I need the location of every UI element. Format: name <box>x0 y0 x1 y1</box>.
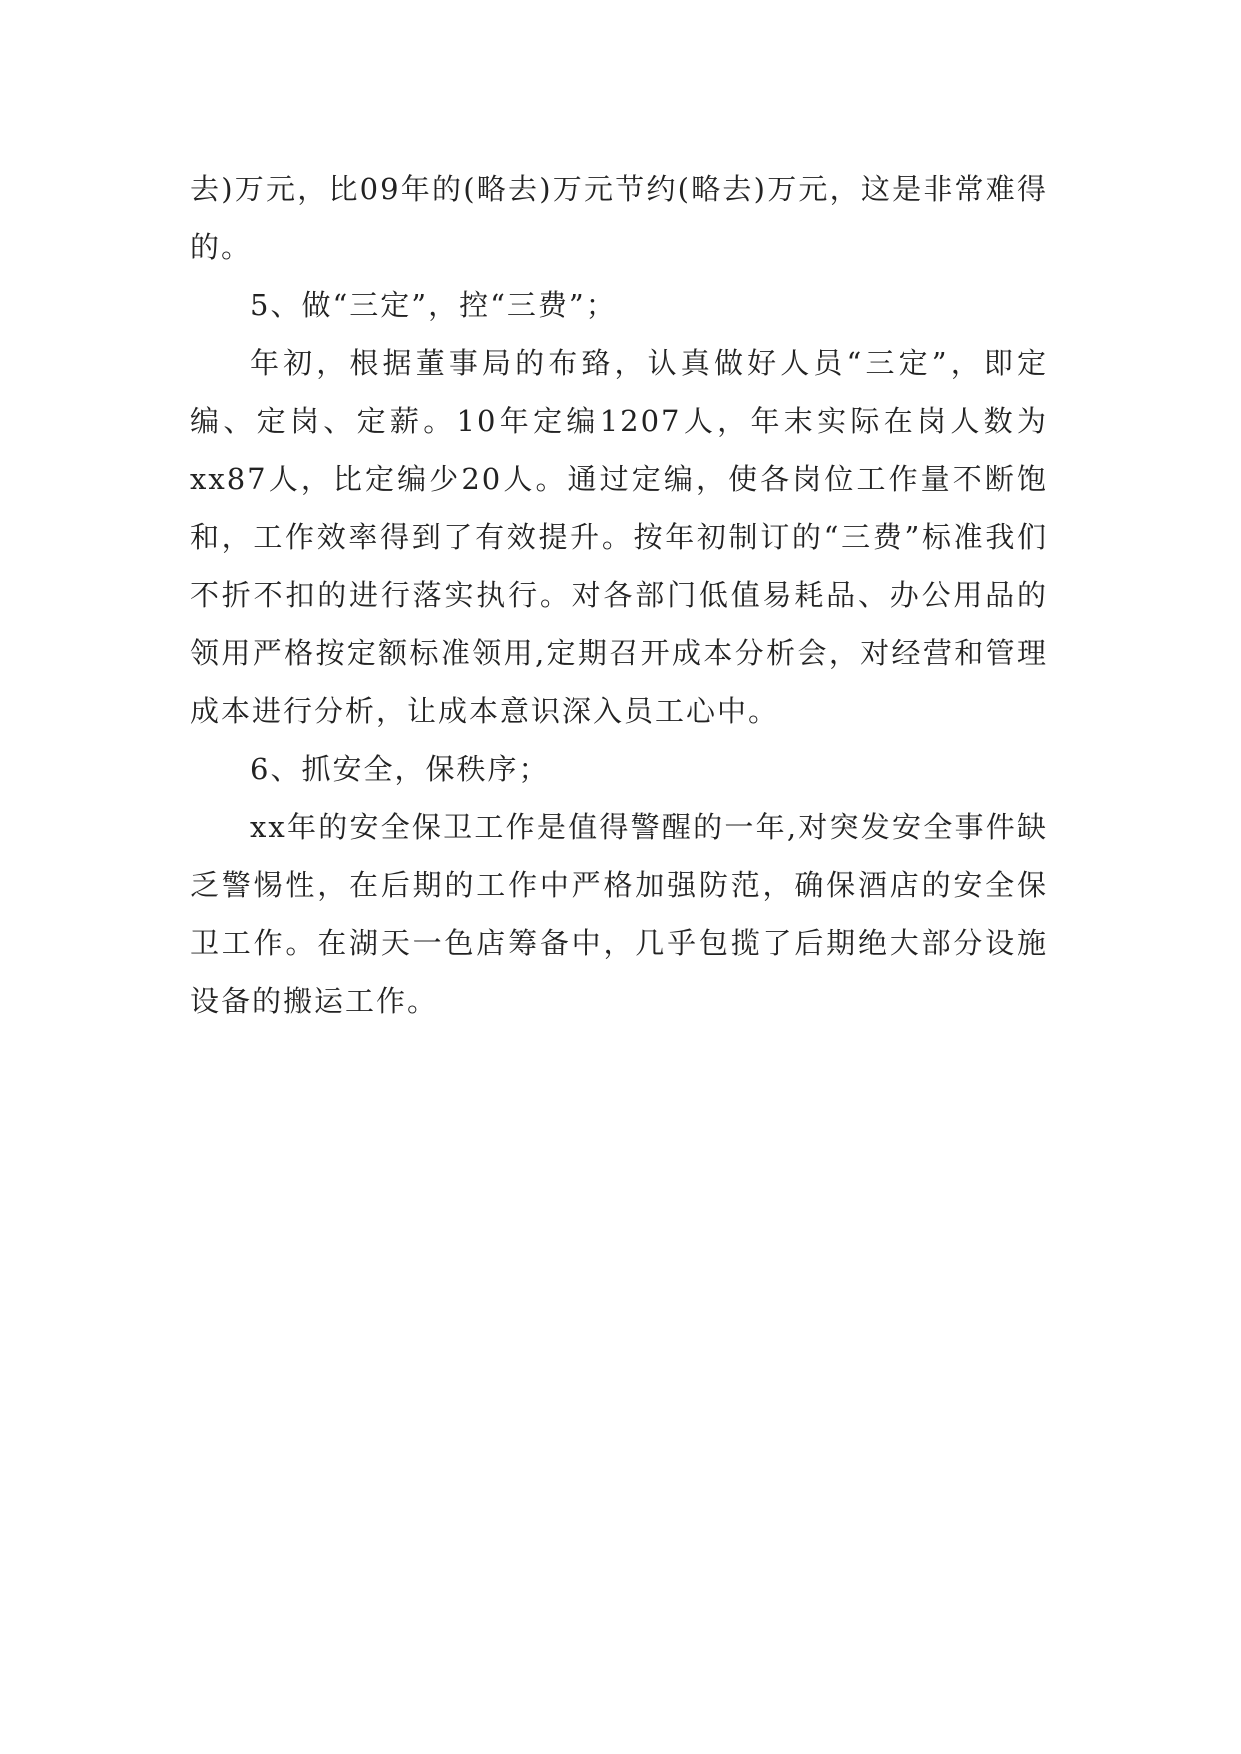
heading-five: 5、做“三定”，控“三费”； <box>250 288 617 322</box>
paragraph-security: xx年的安全保卫工作是值得警醒的一年,对突发安全事件缺乏警惕性，在后期的工作中严格加强防范，确保酒店的安全保卫工作。在湖天一色店筹备中，几乎包揽了后期绝大部分设施设备的搬运工作。 <box>190 810 1048 1018</box>
document-body <box>190 160 1048 1030</box>
paragraph-continuation: 去)万元，比09年的(略去)万元节约(略去)万元，这是非常难得的。 <box>190 172 1048 264</box>
heading-six: 6、抓安全，保秩序； <box>250 752 550 786</box>
paragraph-three-fixed: 年初，根据董事局的布臵，认真做好人员“三定”，即定编、定岗、定薪。10年定编1207人，年末实际在岗人数为xx87人，比定编少20人。通过定编，使各岗位工作量不断饱和，工作效率得到了有效提升。按年初制订的“三费”标准我们不折不扣的进行落实执行。对各部门低值易耗品、办公用品的领用严格按定额标准领用,定期召开成本分析会，对经营和管理成本进行分析，让成本意识深入员工心中。 <box>190 346 1048 728</box>
